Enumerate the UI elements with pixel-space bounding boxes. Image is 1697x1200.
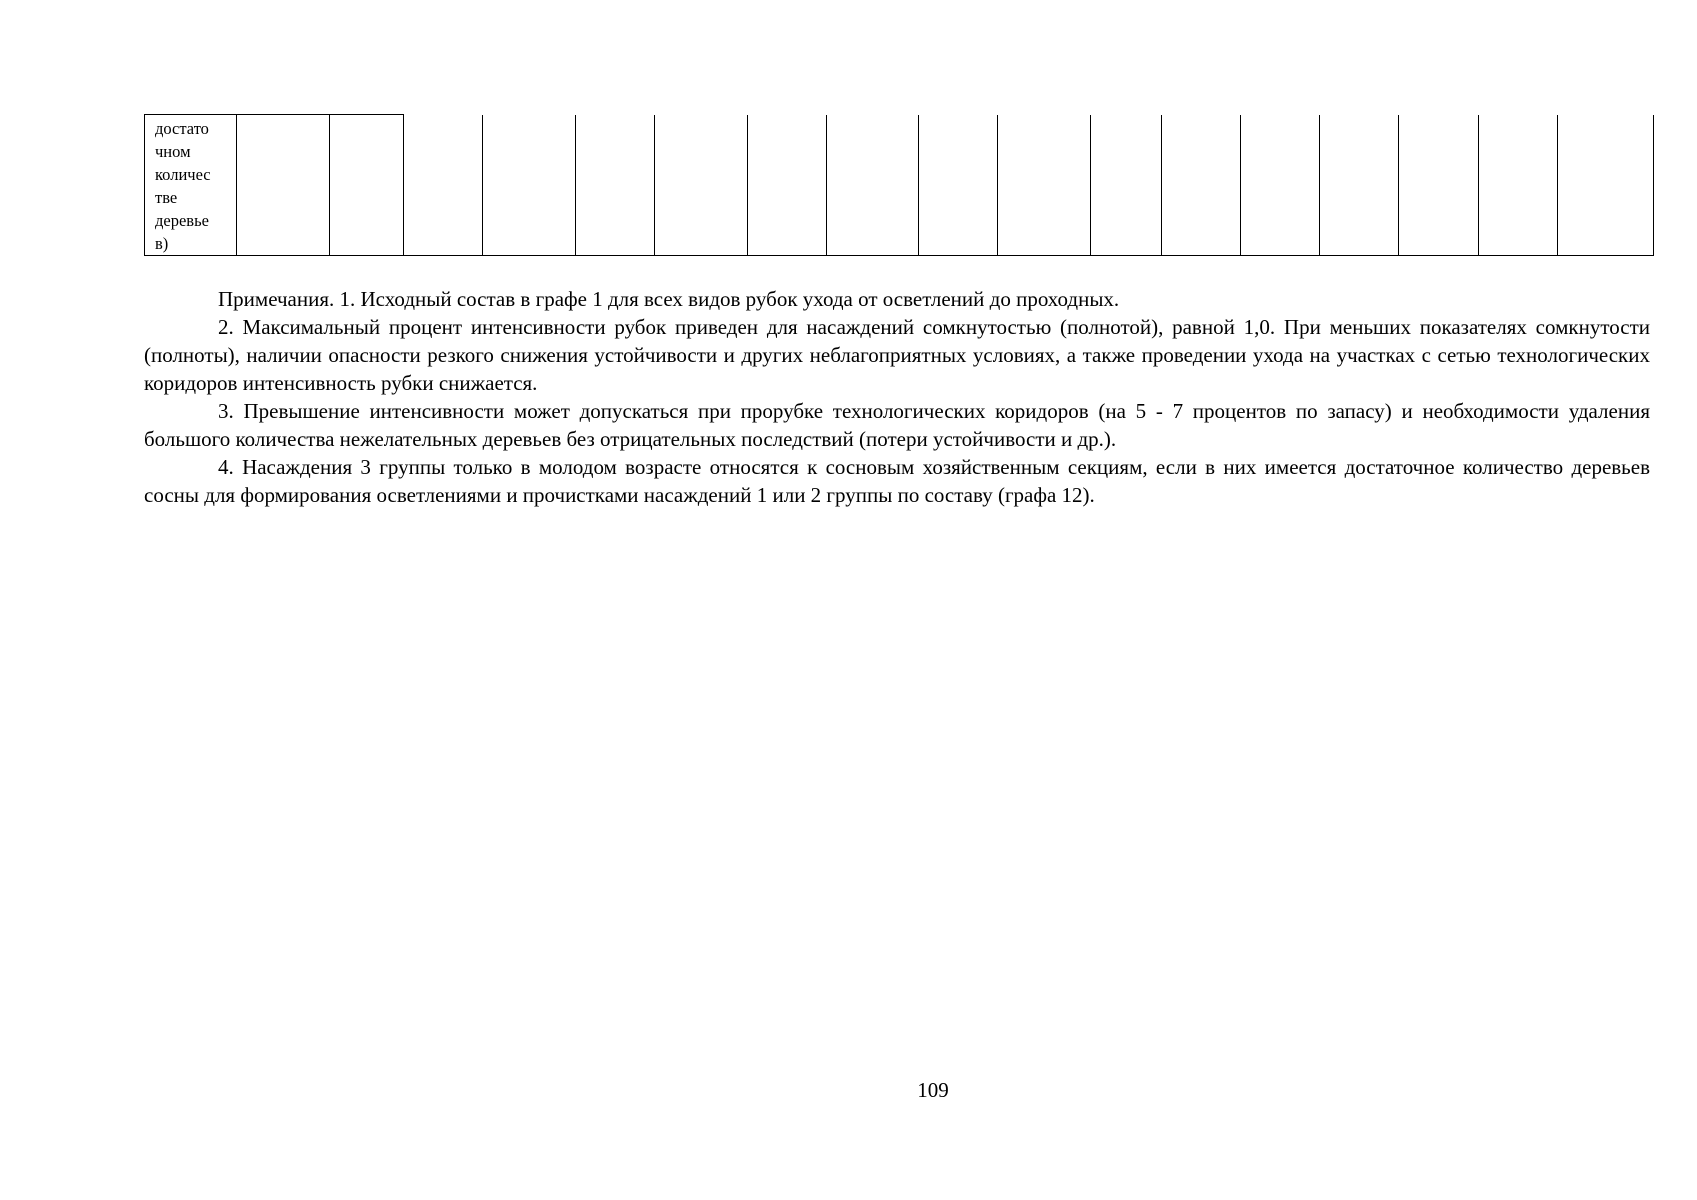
table-cell xyxy=(1320,115,1399,256)
table-cell xyxy=(483,115,576,256)
table-cell xyxy=(1162,115,1241,256)
table-cell xyxy=(145,115,237,256)
table-cell xyxy=(1399,115,1479,256)
page-number: 109 xyxy=(917,1078,949,1102)
table-cell xyxy=(748,115,827,256)
note-paragraph: 2. Максимальный процент интенсивности рубок приведен для насаждений сомкнутостью (полнотой), равной 1,0. При меньших показателях сомкнутости (полноты), наличии опасности резкого снижения устойчивости и других неблагоприятных условиях, а также проведении ухода на участках с сетью технологических коридоров интенсивность рубки снижается. xyxy=(144,315,1650,395)
table-cell xyxy=(1479,115,1558,256)
table-row xyxy=(145,115,1654,256)
note-paragraph: 3. Превышение интенсивности может допускаться при прорубке технологических коридоров (на 5 - 7 процентов по запасу) и необходимости удаления большого количества нежелательных деревьев без отрицательных последствий (потери устойчивости и др.). xyxy=(144,399,1650,451)
note-paragraph: Примечания. 1. Исходный состав в графе 1 для всех видов рубок ухода от осветлений до проходных. xyxy=(218,287,1120,311)
table-cell xyxy=(576,115,655,256)
table-cell xyxy=(1558,115,1654,256)
table-cell xyxy=(1091,115,1162,256)
table-cell xyxy=(237,115,330,256)
table-cell xyxy=(404,115,483,256)
table-cell xyxy=(827,115,919,256)
table-cell xyxy=(655,115,748,256)
note-paragraph: 4. Насаждения 3 группы только в молодом возрасте относятся к сосновым хозяйственным секциям, если в них имеется достаточное количество деревьев сосны для формирования осветлениями и прочистками насаждений 1 или 2 группы по составу (графа 12). xyxy=(144,455,1650,507)
table-cell-text: достато чном количес тве деревье в) xyxy=(155,119,211,253)
table-cell xyxy=(330,115,404,256)
table-cell xyxy=(998,115,1091,256)
table-cell xyxy=(919,115,998,256)
table-cell xyxy=(1241,115,1320,256)
table-fragment xyxy=(144,114,1654,256)
notes-section xyxy=(144,285,1650,509)
